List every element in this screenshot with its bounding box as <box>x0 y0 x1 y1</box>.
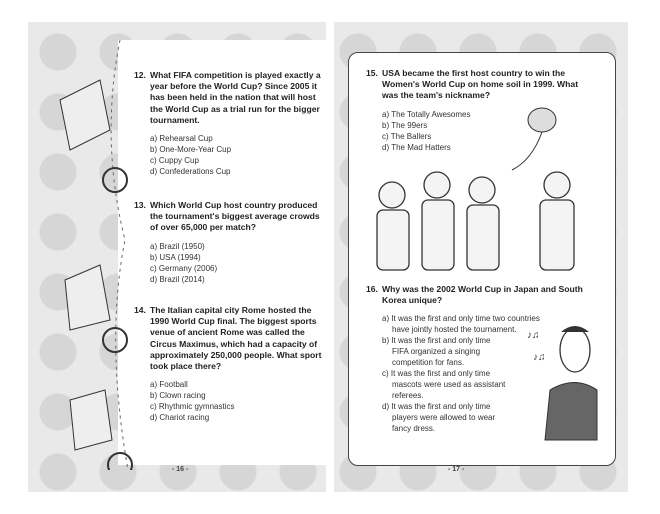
option-a: a) The Totally Awesomes <box>382 109 471 119</box>
option-c: c) It was the first and only time mascots were used as assistant referees. <box>382 369 506 401</box>
question-text: Why was the 2002 World Cup in Japan and South Korea unique? <box>382 284 583 306</box>
question-text: What FIFA competition is played exactly a year before the World Cup? Since 2005 it has been held in the nation that will host the World Cup as a trial run for the bigger tournament. <box>150 70 321 125</box>
question-text: The Italian capital city Rome hosted the 1990 World Cup final. The biggest sports venue of ancient Rome was called the Circus Maximus, which had a capacity of approximately 250,000 people. What sport took place there? <box>150 305 322 372</box>
question-number: 15. <box>366 68 378 78</box>
option-c: c) The Ballers <box>382 131 432 141</box>
svg-text:♪♫: ♪♫ <box>533 352 546 363</box>
option-a: a) Rehearsal Cup <box>150 134 213 144</box>
question-number: 16. <box>366 284 378 294</box>
option-d: d) It was the first and only time players were allowed to wear fancy dress. <box>382 402 496 434</box>
option-d: d) Chariot racing <box>150 413 210 423</box>
question-14 <box>134 305 324 423</box>
page-number-left: - 16 - <box>172 466 189 473</box>
question-text: Which World Cup host country produced the tournament's biggest average crowds of over 65,000 per match? <box>150 200 320 233</box>
question-number: 13. <box>134 200 146 210</box>
page-number-right: - 17 - <box>448 466 465 473</box>
option-a: a) Football <box>150 380 188 390</box>
question-12 <box>134 70 322 177</box>
option-d: d) The Mad Hatters <box>382 142 451 152</box>
question-text: USA became the first host country to win the Women's World Cup on home soil in 1999. What was the team's nickname? <box>382 68 579 101</box>
book-gutter <box>326 22 334 492</box>
question-13 <box>134 200 322 285</box>
option-a: a) It was the first and only time two countries have jointly hosted the tournament. <box>382 314 540 335</box>
option-a: a) Brazil (1950) <box>150 241 205 251</box>
question-number: 14. <box>134 305 146 315</box>
option-c: c) Cuppy Cup <box>150 156 199 166</box>
option-d: d) Confederations Cup <box>150 167 231 177</box>
svg-text:♪♫: ♪♫ <box>527 330 540 341</box>
option-b: b) USA (1994) <box>150 252 201 262</box>
option-b: b) It was the first and only time FIFA organized a singing competition for fans. <box>382 336 491 368</box>
option-b: b) One-More-Year Cup <box>150 145 232 155</box>
option-b: b) The 99ers <box>382 120 428 130</box>
singing-man-illustration <box>525 320 600 445</box>
option-c: c) Germany (2006) <box>150 263 218 273</box>
chariot-illustration <box>40 40 140 470</box>
cheering-fans-illustration <box>362 100 602 275</box>
question-number: 12. <box>134 70 146 80</box>
option-c: c) Rhythmic gymnastics <box>150 402 235 412</box>
option-d: d) Brazil (2014) <box>150 274 205 284</box>
option-b: b) Clown racing <box>150 391 206 401</box>
